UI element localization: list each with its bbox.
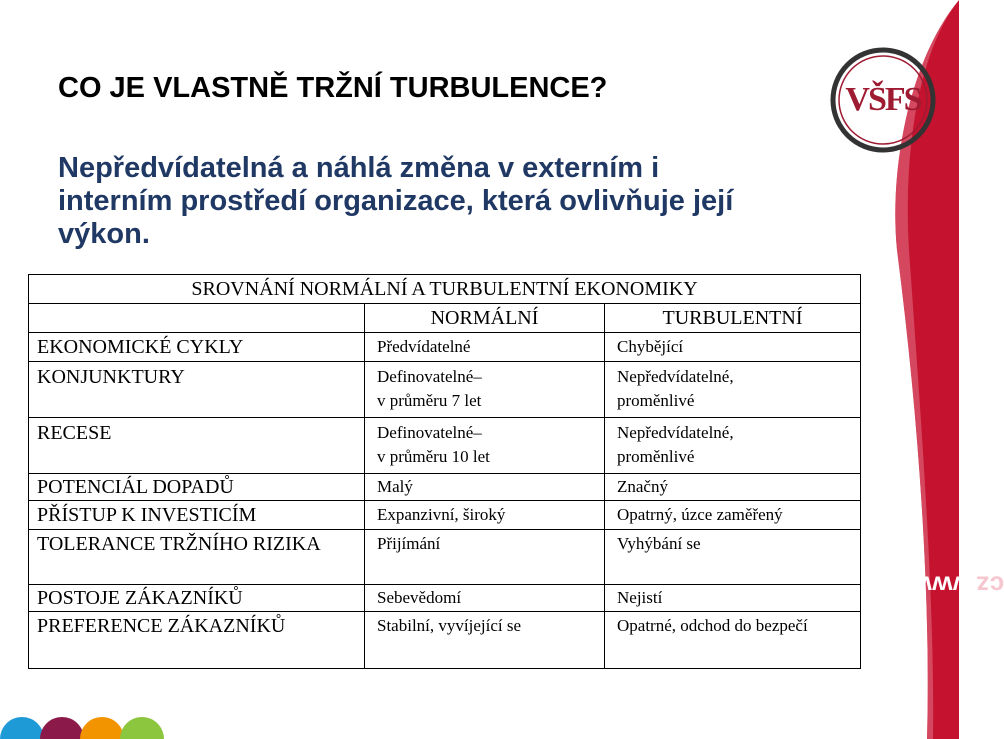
row-label: RECESE — [29, 418, 365, 474]
website-url[interactable]: www.vsfs. cz — [842, 570, 1004, 601]
cell-turbulent — [605, 418, 861, 474]
cell-line: proměnlivé — [617, 447, 695, 466]
cell-turbulent: Chybějící — [605, 333, 861, 362]
comparison-table — [28, 274, 861, 669]
table-row — [29, 474, 861, 501]
row-label: PŘÍSTUP K INVESTICÍM — [29, 501, 365, 530]
table-caption: SROVNÁNÍ NORMÁLNÍ A TURBULENTNÍ EKONOMIKY — [29, 275, 861, 304]
cell-line: Nepředvídatelné, — [617, 423, 734, 442]
cell-turbulent: Značný — [605, 474, 861, 501]
decorative-circles-icon — [0, 705, 170, 739]
row-label: POSTOJE ZÁKAZNÍKŮ — [29, 585, 365, 612]
cell-normal: Sebevědomí — [365, 585, 605, 612]
cell-turbulent: Opatrný, úzce zaměřený — [605, 501, 861, 530]
cell-line: v průměru 10 let — [377, 447, 490, 466]
row-label: TOLERANCE TRŽNÍHO RIZIKA — [29, 530, 365, 585]
cell-line: Nepředvídatelné, — [617, 367, 734, 386]
cell-normal: Předvídatelné — [365, 333, 605, 362]
slide-title: CO JE VLASTNĚ TRŽNÍ TURBULENCE? — [58, 72, 608, 104]
cell-turbulent: Nejistí — [605, 585, 861, 612]
logo-text: VŠFS — [845, 81, 921, 118]
row-label: PREFERENCE ZÁKAZNÍKŮ — [29, 612, 365, 669]
cell-turbulent — [605, 362, 861, 418]
row-label: EKONOMICKÉ CYKLY — [29, 333, 365, 362]
cell-turbulent: Vyhýbání se — [605, 530, 861, 585]
table-row — [29, 362, 861, 418]
table-row — [29, 585, 861, 612]
cell-line: Definovatelné– — [377, 423, 482, 442]
header-turbulent: TURBULENTNÍ — [605, 304, 861, 333]
table-header-row — [29, 304, 861, 333]
row-label: POTENCIÁL DOPADŮ — [29, 474, 365, 501]
cell-normal — [365, 418, 605, 474]
table-row — [29, 333, 861, 362]
cell-line: proměnlivé — [617, 391, 695, 410]
cell-normal: Malý — [365, 474, 605, 501]
row-label: KONJUNKTURY — [29, 362, 365, 418]
vsfs-logo — [828, 45, 938, 155]
cell-line: v průměru 7 let — [377, 391, 482, 410]
cell-normal: Expanzivní, široký — [365, 501, 605, 530]
cell-normal: Přijímání — [365, 530, 605, 585]
table-row — [29, 418, 861, 474]
cell-normal: Stabilní, vyvíjející se — [365, 612, 605, 669]
header-normal: NORMÁLNÍ — [365, 304, 605, 333]
cell-normal — [365, 362, 605, 418]
cell-line: Definovatelné– — [377, 367, 482, 386]
header-empty — [29, 304, 365, 333]
table-row — [29, 612, 861, 669]
table-caption-row — [29, 275, 861, 304]
cell-turbulent: Opatrné, odchod do bezpečí — [605, 612, 861, 669]
table-row — [29, 530, 861, 585]
table-row — [29, 501, 861, 530]
definition-text: Nepředvídatelná a náhlá změna v externím i interním prostředí organizace, která ovlivňuje její výkon. — [58, 152, 734, 250]
